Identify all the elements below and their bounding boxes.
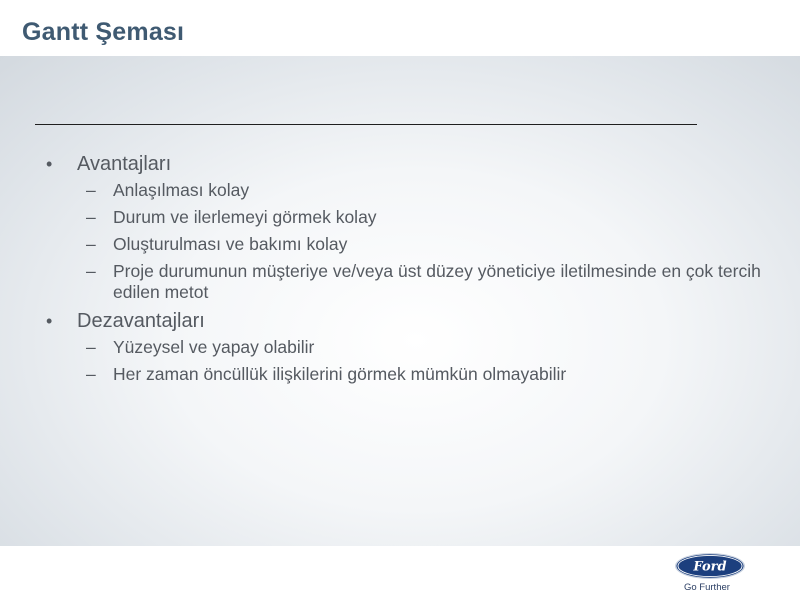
dash-icon: – [86, 180, 96, 200]
logo-text: Ford [693, 559, 727, 575]
bullet-text: Anlaşılması kolay [113, 180, 250, 200]
slide-title: Gantt Şeması [22, 18, 185, 46]
bullet-level2 [0, 234, 763, 255]
dash-icon: – [86, 234, 96, 254]
bullet-level1-disadvantages [0, 309, 800, 333]
bullet-text: Proje durumunun müşteriye ve/veya üst düzey yöneticiye iletilmesinde en çok tercih edilen metot [113, 261, 761, 302]
bullet-text: Durum ve ilerlemeyi görmek kolay [113, 207, 377, 227]
ford-logo-icon [674, 552, 746, 580]
bullet-level2 [0, 180, 763, 201]
bullet-level2 [0, 337, 763, 358]
bullet-dot-icon: • [46, 311, 53, 331]
bullet-level1-advantages [0, 152, 800, 176]
section-heading: Dezavantajları [77, 310, 205, 332]
bullet-level2 [0, 364, 763, 385]
section-heading: Avantajları [77, 153, 172, 175]
bullet-dot-icon: • [46, 154, 53, 174]
dash-icon: – [86, 337, 96, 357]
dash-icon: – [86, 207, 96, 227]
bullet-level2 [0, 207, 763, 228]
tagline: Go Further [684, 582, 730, 593]
bullet-text: Yüzeysel ve yapay olabilir [113, 337, 315, 357]
dash-icon: – [86, 261, 96, 281]
bullet-list [0, 152, 800, 391]
bullet-text: Oluşturulması ve bakımı kolay [113, 234, 348, 254]
dash-icon: – [86, 364, 96, 384]
bullet-text: Her zaman öncüllük ilişkilerini görmek mümkün olmayabilir [113, 364, 567, 384]
bullet-level2 [0, 261, 763, 303]
divider-line [35, 124, 697, 125]
